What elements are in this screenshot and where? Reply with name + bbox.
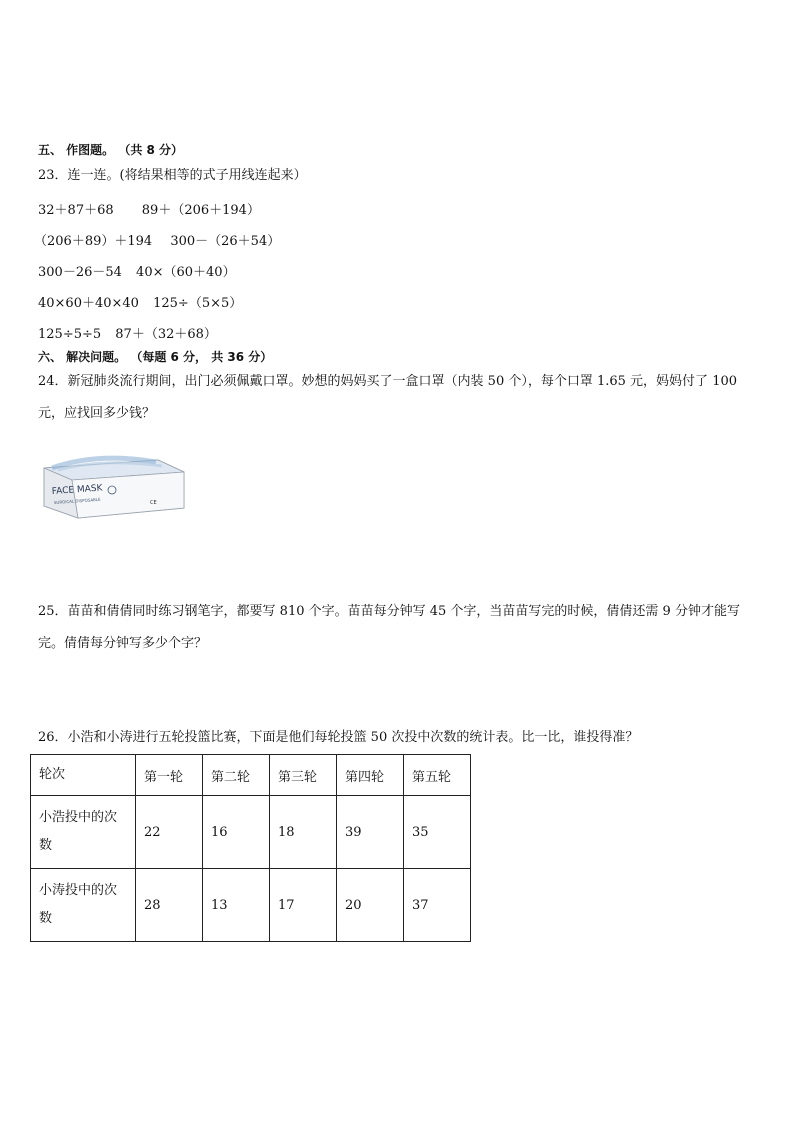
table-cell: 35	[404, 796, 471, 869]
q23-left-expression: （206＋89）＋194	[34, 234, 153, 249]
q23-row	[34, 230, 280, 249]
table-cell: 28	[136, 869, 203, 942]
q24-text: 24．新冠肺炎流行期间，出门必须佩戴口罩。妙想的妈妈买了一盒口罩（内装 50 个），每个口罩 1.65 元，妈妈付了 100 元，应找回多少钱？	[38, 374, 738, 421]
table-cell: 37	[404, 869, 471, 942]
q23-right-expression: 40×（60＋40）	[136, 265, 236, 280]
table-header-cell: 第三轮	[270, 755, 337, 796]
mask-box-sublabel: SURGICAL DISPOSABLE	[53, 496, 101, 505]
section5-heading: 五、 作图题。 （共 8 分）	[38, 143, 184, 157]
table-row	[31, 869, 471, 942]
face-mask-box-image	[38, 438, 188, 523]
q23-row	[38, 292, 242, 311]
table-cell: 20	[337, 869, 404, 942]
q23-prompt: 23．连一连。(将结果相等的式子用线连起来）	[38, 168, 307, 183]
table-cell: 18	[270, 796, 337, 869]
table-header-cell: 第一轮	[136, 755, 203, 796]
table-cell: 13	[203, 869, 270, 942]
q23-row	[38, 199, 260, 218]
q23-right-expression: 89＋（206＋194）	[141, 203, 260, 218]
shooting-stats-table	[30, 754, 471, 942]
section6-heading: 六、 解决问题。 （每题 6 分， 共 36 分）	[38, 350, 273, 364]
q26-text: 26．小浩和小涛进行五轮投篮比赛，下面是他们每轮投篮 50 次投中次数的统计表。比一比，谁投得准？	[38, 730, 639, 745]
table-cell: 16	[203, 796, 270, 869]
table-cell: 17	[270, 869, 337, 942]
q25-text: 25．苗苗和倩倩同时练习钢笔字，都要写 810 个字。苗苗每分钟写 45 个字，当苗苗写完的时候，倩倩还需 9 分钟才能写完。倩倩每分钟写多少个字？	[38, 604, 740, 651]
table-header-row	[31, 755, 471, 796]
table-header-cell: 第四轮	[337, 755, 404, 796]
q23-left-expression: 40×60＋40×40	[38, 296, 139, 311]
table-header-cell: 第五轮	[404, 755, 471, 796]
table-row	[31, 796, 471, 869]
ce-mark: CE	[150, 500, 157, 506]
q23-right-expression: 125÷（5×5）	[153, 296, 243, 311]
table-row-label: 小涛投中的次数	[31, 869, 136, 942]
q23-left-expression: 32＋87＋68	[38, 203, 114, 218]
table-header-cell: 第二轮	[203, 755, 270, 796]
table-header-cell: 轮次	[31, 755, 136, 796]
q23-left-expression: 125÷5÷5	[38, 327, 102, 342]
q23-right-expression: 87＋（32＋68）	[115, 327, 217, 342]
q23-left-expression: 300－26－54	[38, 265, 122, 280]
q23-row	[38, 261, 236, 280]
table-cell: 39	[337, 796, 404, 869]
table-row-label: 小浩投中的次数	[31, 796, 136, 869]
mask-box-label: FACE MASK	[51, 483, 103, 497]
q23-right-expression: 300－（26＋54）	[170, 234, 281, 249]
q23-row	[38, 323, 217, 342]
table-cell: 22	[136, 796, 203, 869]
